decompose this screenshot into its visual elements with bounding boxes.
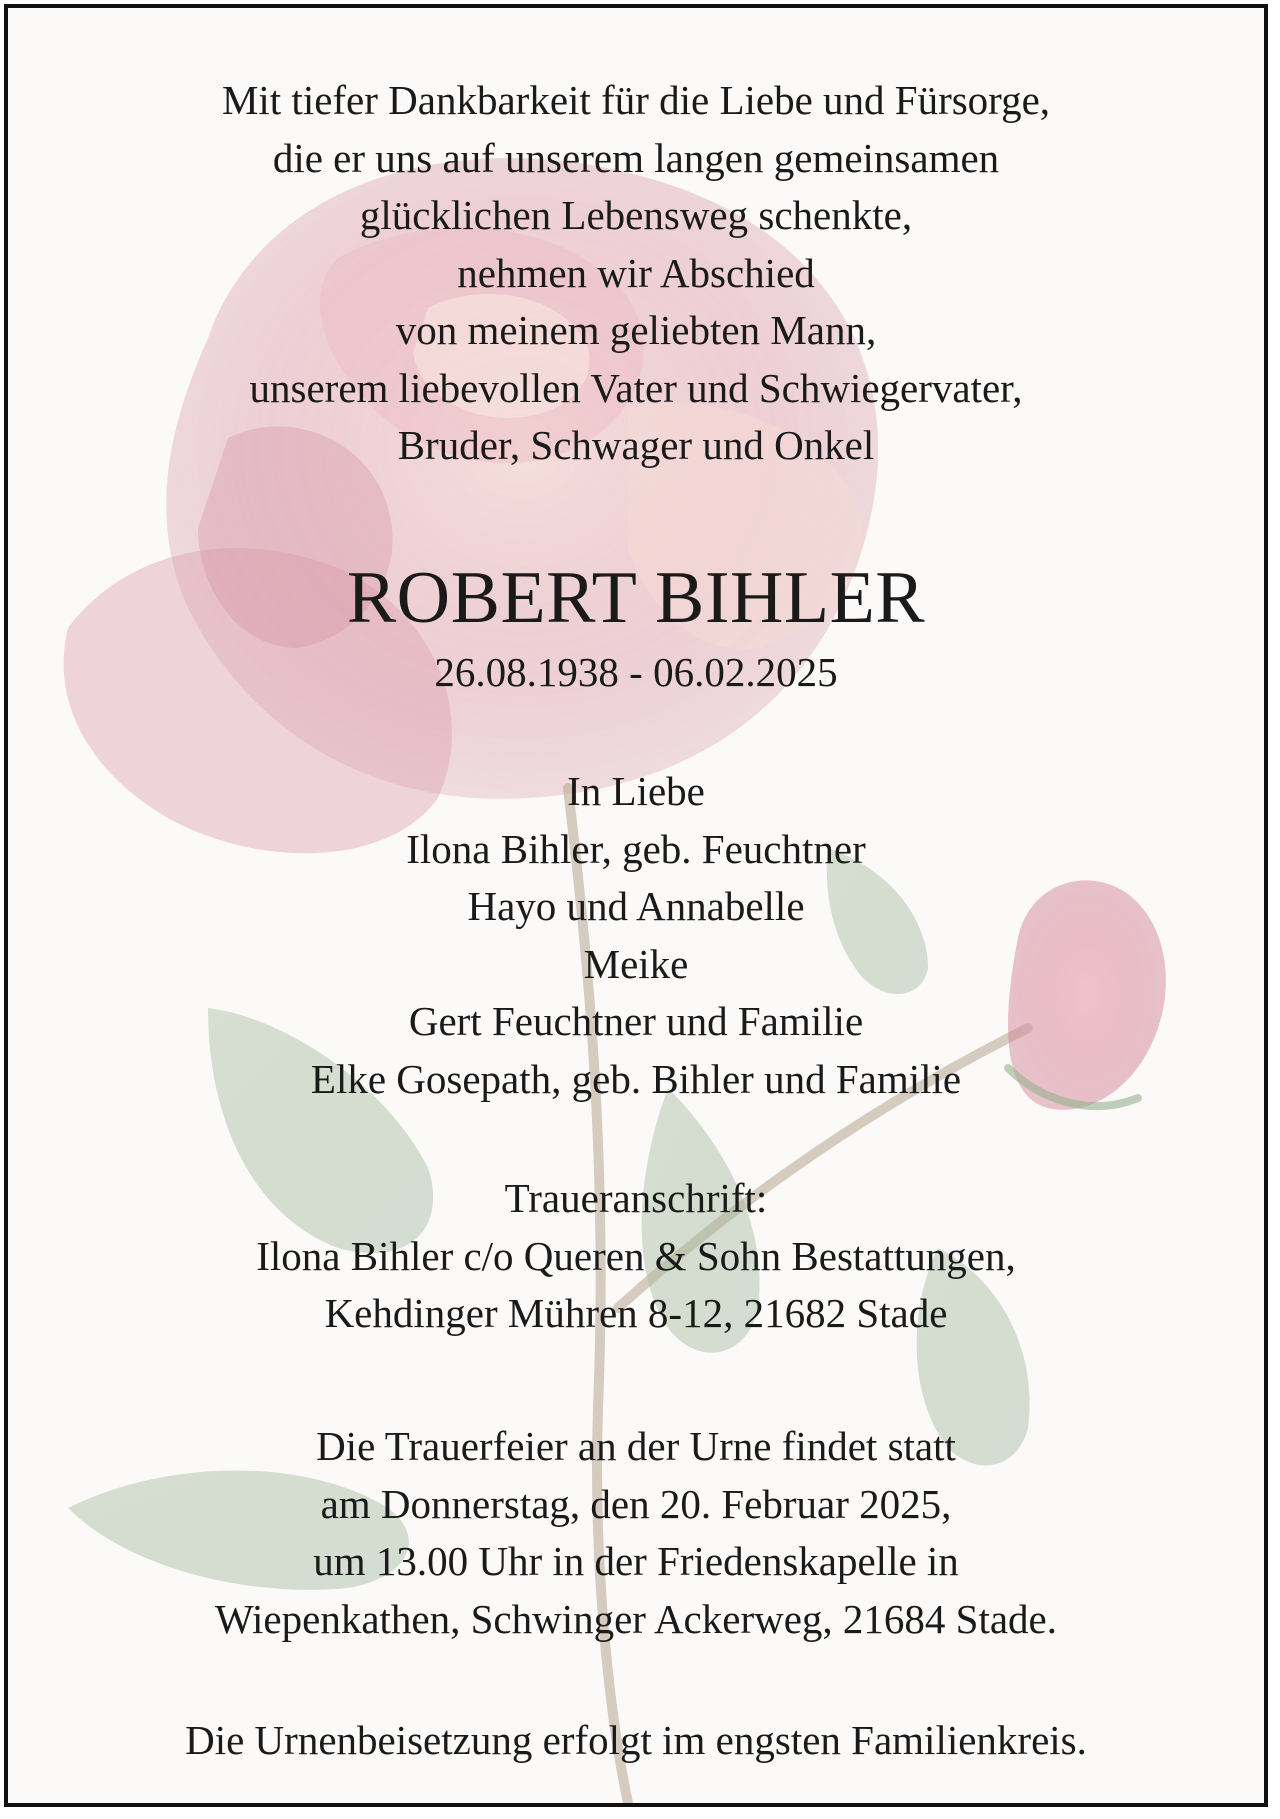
intro-line: unserem liebevollen Vater und Schwiegervater, <box>249 364 1023 411</box>
family-line: In Liebe <box>567 768 705 814</box>
intro-line: glücklichen Lebensweg schenkte, <box>359 192 913 238</box>
ceremony-line: Wiepenkathen, Schwinger Ackerweg, 21684 Stade. <box>214 1595 1058 1642</box>
family-line: Meike <box>583 940 689 987</box>
address-line: Ilona Bihler c/o Queren & Sohn Bestattungen, <box>256 1232 1016 1279</box>
intro-line: nehmen wir Abschied <box>457 249 815 296</box>
family-line: Elke Gosepath, geb. Bihler und Familie <box>310 1055 962 1102</box>
ceremony-info <box>8 1418 1264 1648</box>
deceased-name: ROBERT BIHLER <box>346 557 926 639</box>
obituary-card <box>4 4 1268 1807</box>
intro-line: Mit tiefer Dankbarkeit für die Liebe und Fürsorge, <box>221 77 1051 123</box>
intro-line: die er uns auf unserem langen gemeinsamen <box>272 134 1000 181</box>
family-line: Ilona Bihler, geb. Feuchtner <box>406 825 866 872</box>
mourning-address <box>8 1170 1264 1343</box>
ceremony-line: am Donnerstag, den 20. Februar 2025, <box>320 1480 952 1527</box>
ceremony-line: um 13.00 Uhr in der Friedenskapelle in <box>313 1538 959 1584</box>
family-line: Hayo und Annabelle <box>467 883 805 929</box>
burial-note: Die Urnenbeisetzung erfolgt im engsten Familienkreis. <box>185 1717 1087 1763</box>
life-dates: 26.08.1938 - 06.02.2025 <box>434 649 838 695</box>
intro-text <box>8 72 1264 475</box>
ceremony-line: Die Trauerfeier an der Urne findet statt <box>316 1423 956 1469</box>
address-line: Traueranschrift: <box>504 1175 768 1221</box>
address-line: Kehdinger Mühren 8-12, 21682 Stade <box>324 1290 948 1336</box>
intro-line: von meinem geliebten Mann, <box>395 307 877 353</box>
family-line: Gert Feuchtner und Familie <box>408 998 864 1044</box>
family-list <box>8 763 1264 1108</box>
intro-line: Bruder, Schwager und Onkel <box>397 422 875 468</box>
